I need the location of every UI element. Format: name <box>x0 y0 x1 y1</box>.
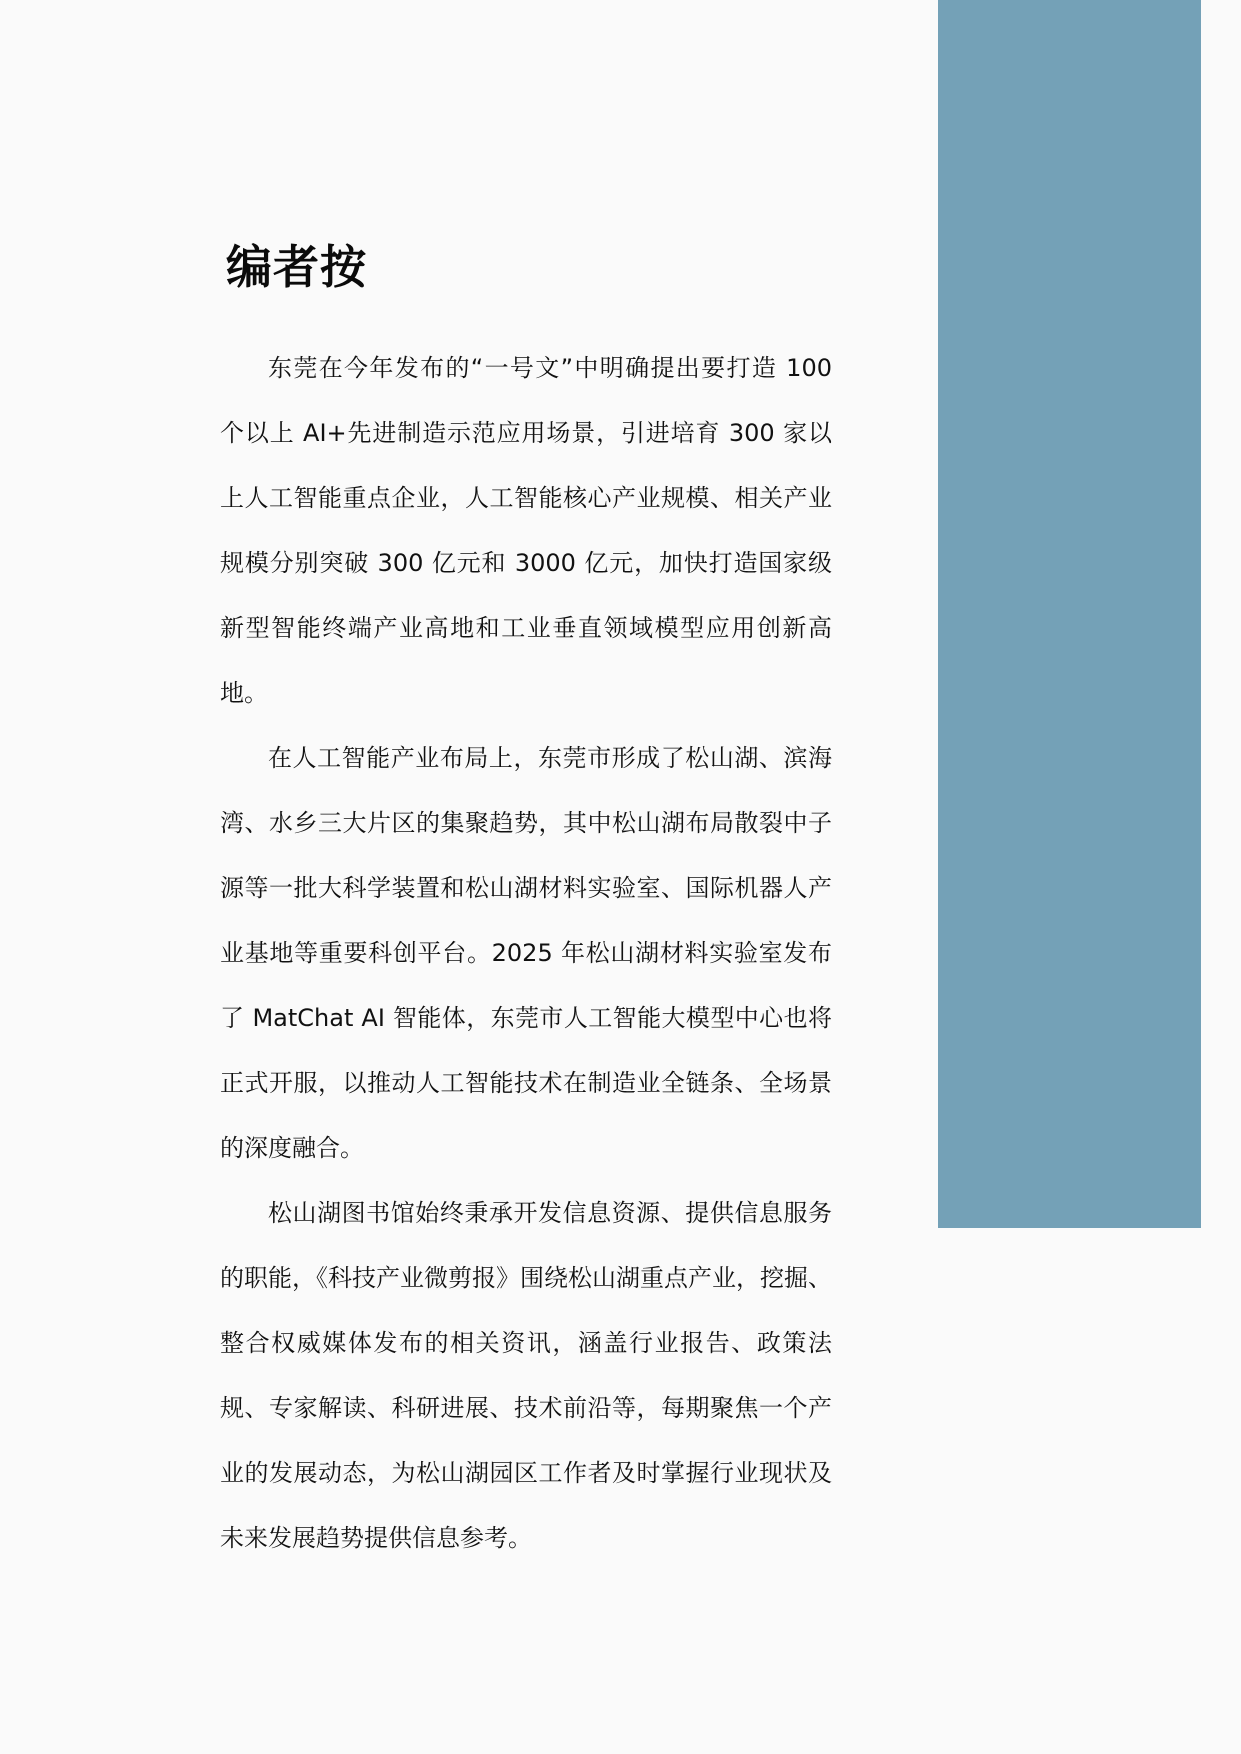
editor-note-body <box>220 336 832 1571</box>
decorative-side-panel <box>938 0 1201 1228</box>
page-title: 编者按 <box>226 240 367 294</box>
paragraph-2: 在人工智能产业布局上，东莞市形成了松山湖、滨海湾、水乡三大片区的集聚趋势，其中松山湖布局散裂中子源等一批大科学装置和松山湖材料实验室、国际机器人产业基地等重要科创平台。2025 年松山湖材料实验室发布了 MatChat AI 智能体，东莞市人工智能大模型中心也将正式开服，以推动人工智能技术在制造业全链条、全场景的深度融合。 <box>220 744 832 1162</box>
paragraph-1: 东莞在今年发布的“一号文”中明确提出要打造 100 个以上 AI+先进制造示范应用场景，引进培育 300 家以上人工智能重点企业，人工智能核心产业规模、相关产业规模分别突破 300 亿元和 3000 亿元，加快打造国家级新型智能终端产业高地和工业垂直领域模型应用创新高地。 <box>220 354 832 707</box>
paragraph-3: 松山湖图书馆始终秉承开发信息资源、提供信息服务的职能，《科技产业微剪报》围绕松山湖重点产业，挖掘、整合权威媒体发布的相关资讯，涵盖行业报告、政策法规、专家解读、科研进展、技术前沿等，每期聚焦一个产业的发展动态，为松山湖园区工作者及时掌握行业现状及未来发展趋势提供信息参考。 <box>220 1199 832 1552</box>
